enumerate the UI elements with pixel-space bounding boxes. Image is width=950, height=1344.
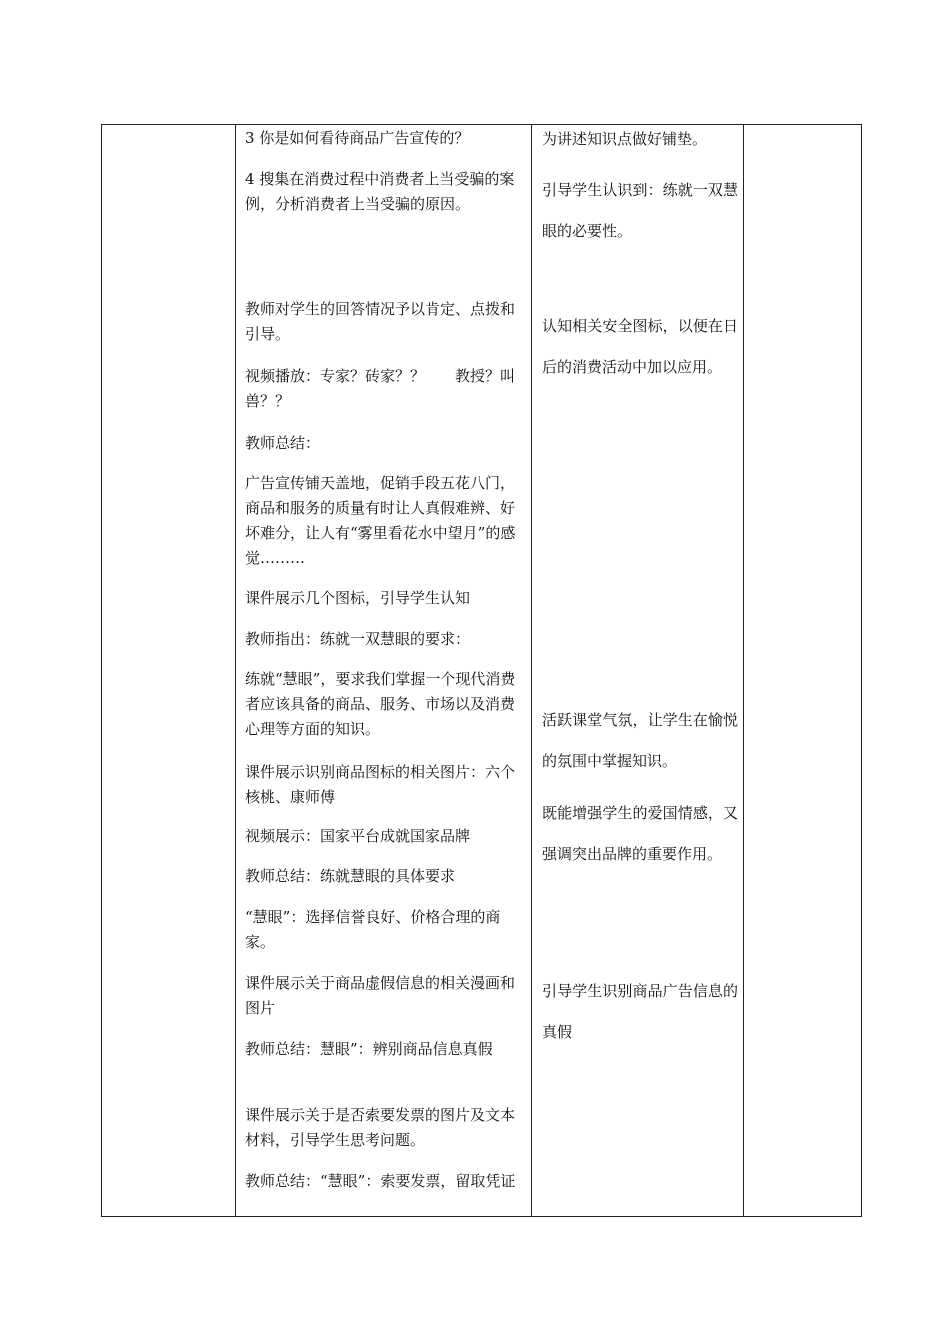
intent-text: 引导学生认识到：练就一双慧眼的必要性。 <box>542 181 738 240</box>
activity-text: 3 你是如何看待商品广告宣传的？ <box>245 129 470 147</box>
activity-text: 教师指出：练就一双慧眼的要求： <box>245 630 471 648</box>
column-divider-3 <box>743 125 744 1216</box>
intent-text: 为讲述知识点做好铺垫。 <box>542 130 708 148</box>
activity-text: 视频播放：专家？砖家？？ 教授？叫兽？？ <box>245 367 516 410</box>
intent-text: 活跃课堂气氛，让学生在愉悦的氛围中掌握知识。 <box>542 711 738 770</box>
activity-text: 教师总结：练就慧眼的具体要求 <box>245 867 456 885</box>
activity-text: 课件展示识别商品图标的相关图片：六个核桃、康师傅 <box>245 763 516 806</box>
lesson-plan-table <box>101 124 862 1217</box>
intent-text: 引导学生识别商品广告信息的真假 <box>542 982 738 1041</box>
column-divider-2 <box>531 125 532 1216</box>
activity-text: 教师总结： <box>245 434 321 452</box>
activity-text: 教师总结：慧眼”：辨别商品信息真假 <box>245 1040 493 1058</box>
column-divider-1 <box>235 125 236 1216</box>
activity-text: 教师对学生的回答情况予以肯定、点拨和引导。 <box>245 300 516 343</box>
activity-text: 教师总结：“慧眼”：索要发票，留取凭证 <box>245 1172 516 1190</box>
activity-text: 视频展示：国家平台成就国家品牌 <box>245 827 471 845</box>
activity-text: 课件展示几个图标，引导学生认知 <box>245 589 471 607</box>
activity-text: 课件展示关于商品虚假信息的相关漫画和图片 <box>245 974 516 1017</box>
activity-text: “慧眼”：选择信誉良好、价格合理的商家。 <box>245 908 501 951</box>
activity-text: 广告宣传铺天盖地，促销手段五花八门，商品和服务的质量有时让人真假难辨、好坏难分，让人有“雾里看花水中望月”的感觉……… <box>245 474 516 567</box>
activity-text: 4 搜集在消费过程中消费者上当受骗的案例，分析消费者上当受骗的原因。 <box>245 170 515 213</box>
intent-text: 既能增强学生的爱国情感，又强调突出品牌的重要作用。 <box>542 804 738 863</box>
intent-text: 认知相关安全图标，以便在日后的消费活动中加以应用。 <box>542 317 738 376</box>
activity-text: 课件展示关于是否索要发票的图片及文本材料，引导学生思考问题。 <box>245 1106 516 1149</box>
activity-text: 练就“慧眼”，要求我们掌握一个现代消费者应该具备的商品、服务、市场以及消费心理等方面的知识。 <box>245 670 516 738</box>
